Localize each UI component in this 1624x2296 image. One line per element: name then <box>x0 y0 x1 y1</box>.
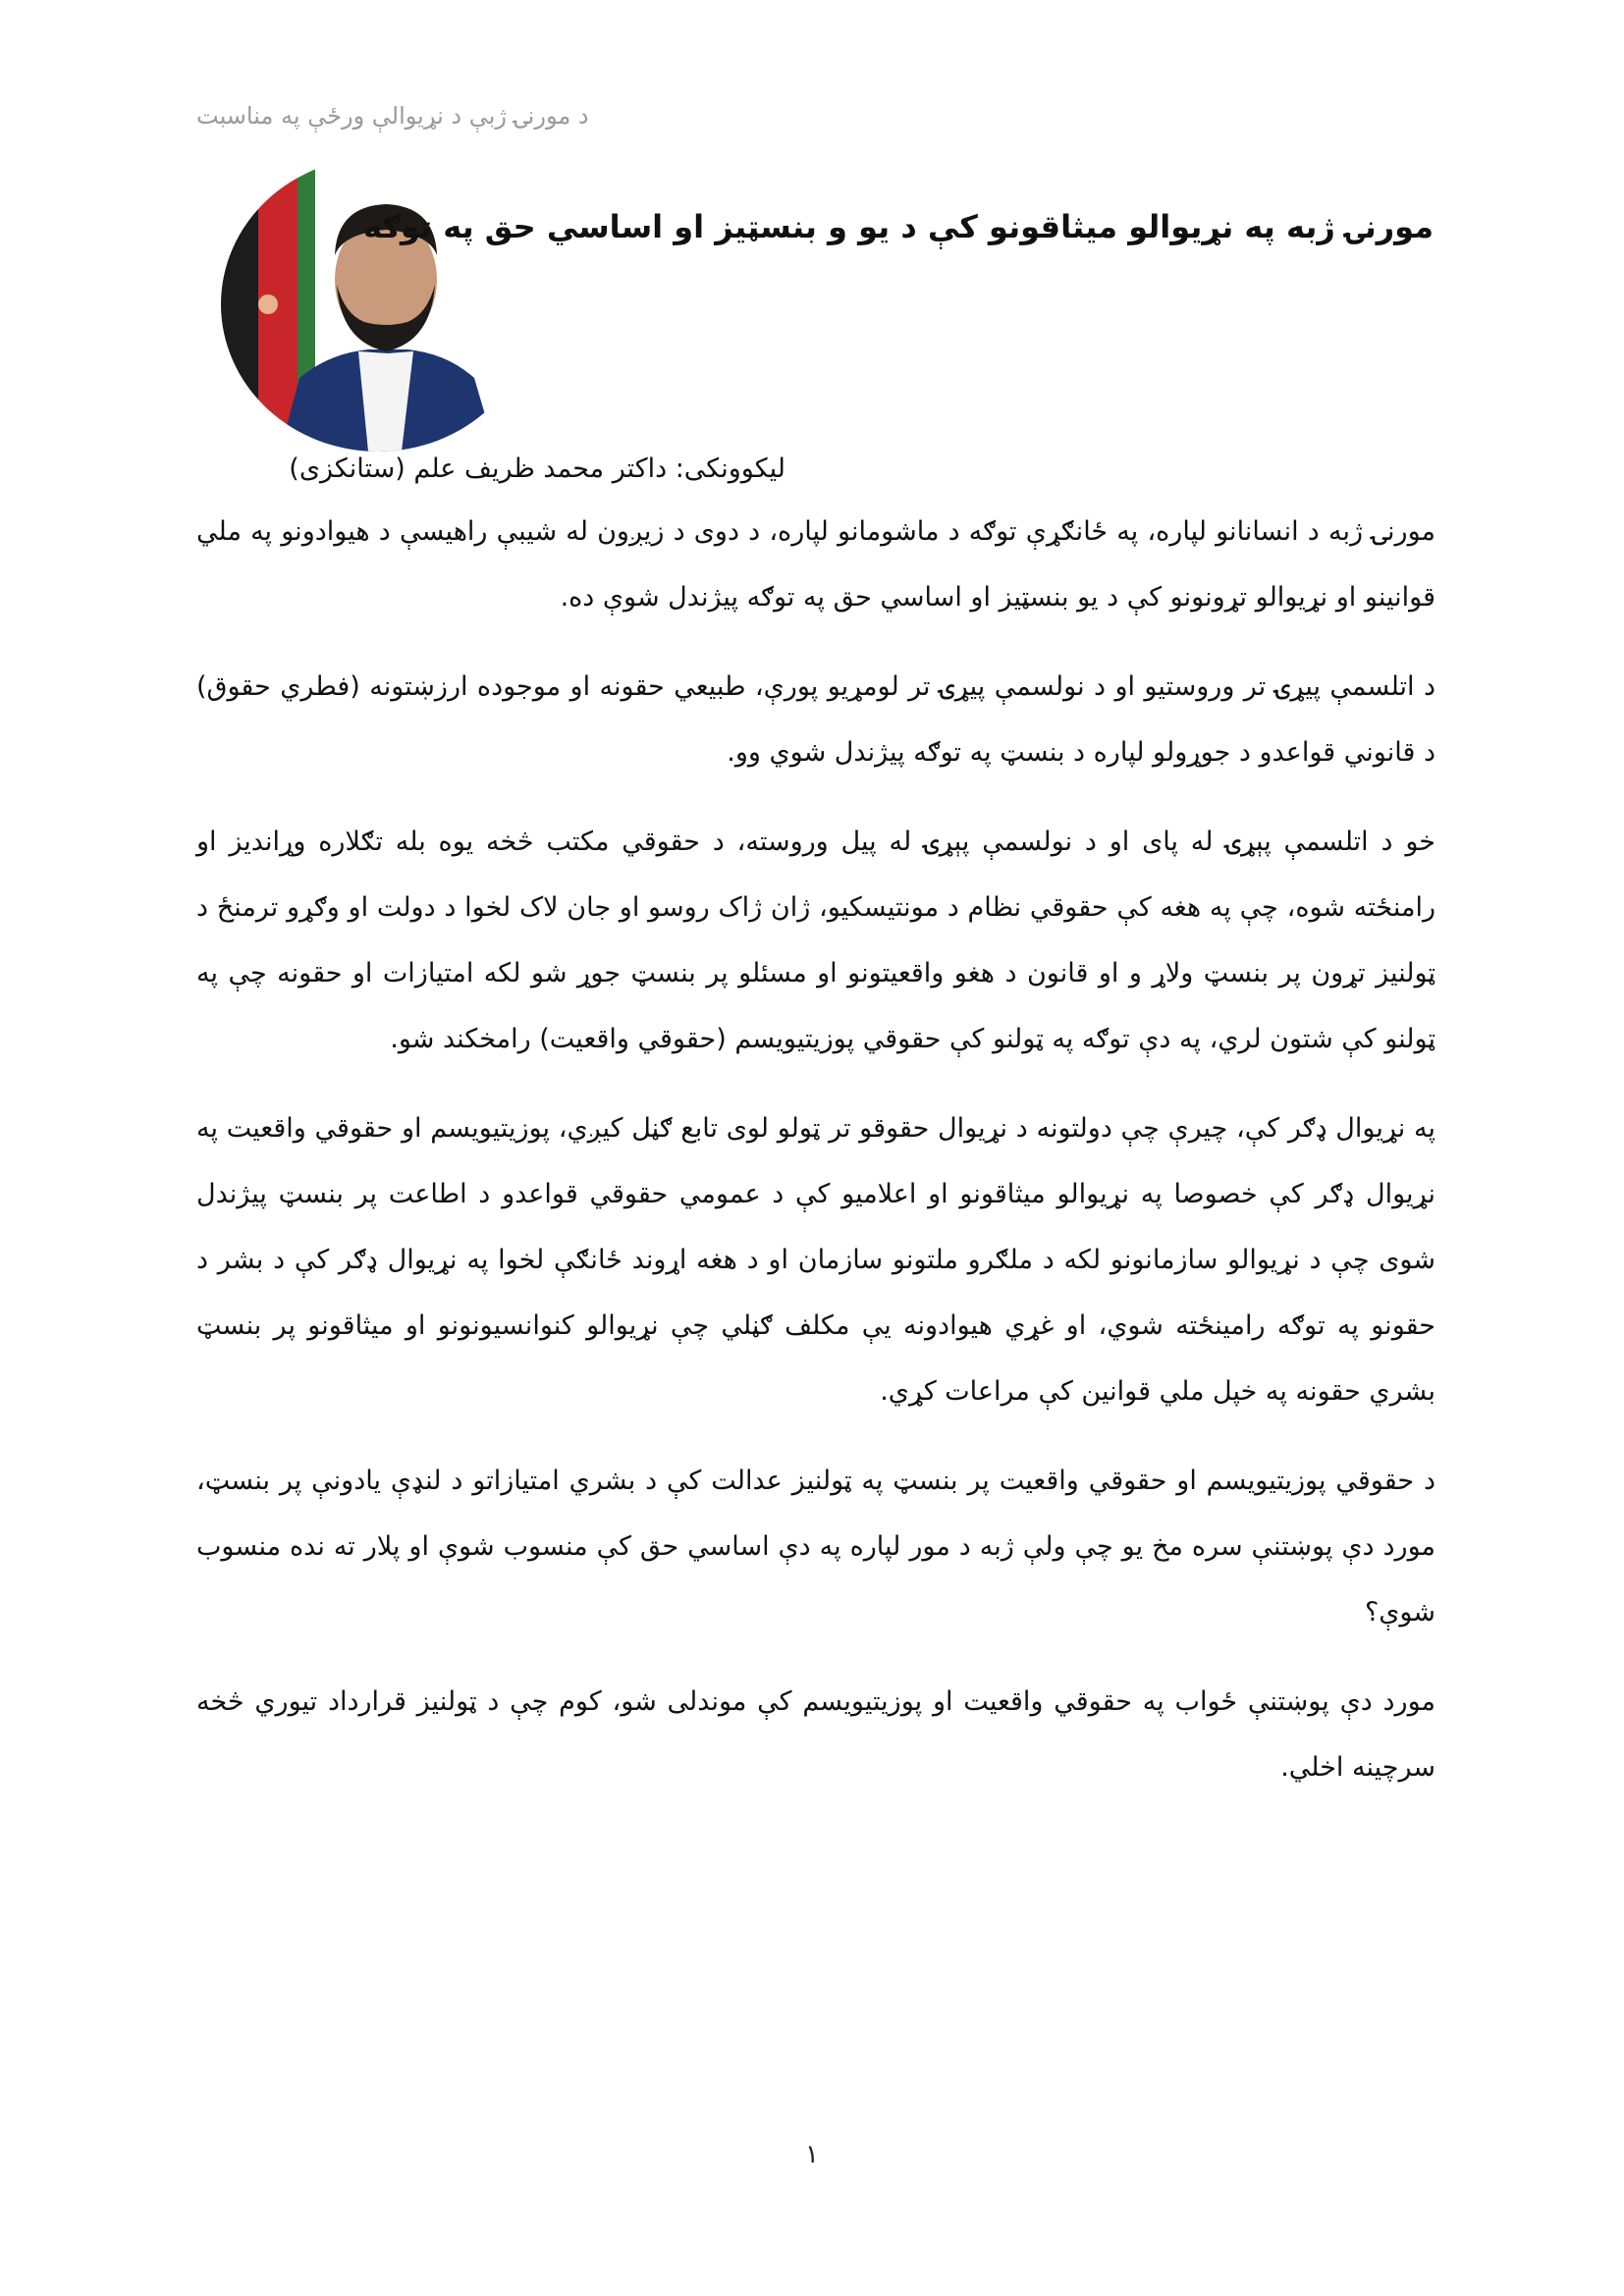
author-portrait <box>221 157 535 452</box>
article-body <box>196 499 1435 1824</box>
page-number: ۱ <box>805 2140 819 2169</box>
paragraph-4: په نړیوال ډګر کې، چیرې چې دولتونه د نړیوال حقوقو تر ټولو لوی تابع ګڼل کیږي، پوزیتیویسم او حقوقي واقعیت په نړیوال ډګر کې خصوصا په نړیوالو میثاقونو او اعلامیو کې د عمومي حقوقي قواعدو د اطاعت پر بنسټ پیژندل شوی چې د نړیوالو سازمانونو لکه د ملګرو ملتونو سازمان او د هغه اړوند ځانګې لخوا په نړیوال ډګر کې د بشر د حقونو په توګه رامینځته شوي، او غړي هیوادونه یې مکلف ګڼلي چې نړیوالو کنوانسیونونو او میثاقونو پر بنسټ بشري حقونه په خپل ملي قوانین کې مراعات کړي. <box>196 1113 1435 1407</box>
paragraph-2: د اتلسمې پیړۍ تر وروستیو او د نولسمې پیړۍ تر لومړیو پورې، طبیعي حقونه او موجوده ارزښتونه (فطري حقوق) د قانوني قواعدو د جوړولو لپاره د بنسټ په توګه پیژندل شوي وو. <box>196 671 1435 768</box>
paragraph-6: مورد دې پوښتنې ځواب په حقوقي واقعیت او پوزیتیویسم کې موندلی شو، کوم چې د ټولنیز قرارداد تیوري څخه سرچینه اخلي. <box>196 1686 1435 1783</box>
article-title: مورنۍ ژبه په نړیوالو میثاقونو کې د یو و بنسټیز او اساسي حق په توګه <box>362 208 1434 245</box>
author-photo-icon <box>221 157 535 452</box>
paragraph-1: مورنۍ ژبه د انسانانو لپاره، په ځانګړې توګه د ماشومانو لپاره، د دوی د زیږون له شیبې راهیسې د هیوادونو په ملي قوانینو او نړیوالو تړونونو کې د یو بنسټیز او اساسي حق په توګه پیژندل شوې ده. <box>196 516 1435 613</box>
author-byline: لیکوونکی: داکتر محمد ظریف علم (ستانکزی) <box>289 454 785 484</box>
running-header: د مورنۍ ژبې د نړیوالې ورځې په مناسبت <box>196 102 589 130</box>
flag-black-stripe <box>221 157 258 452</box>
paragraph-3: خو د اتلسمې پېړۍ له پای او د نولسمې پېړۍ له پیل وروسته، د حقوقي مکتب څخه یوه بله تګلاره وړاندیز او رامنځته شوه، چې په هغه کې حقوقي نظام د مونتیسکیو، ژان ژاک روسو او جان لاک لخوا د دولت او وګړو ترمنځ د ټولنیز تړون پر بنسټ ولاړ و او قانون د هغو واقعیتونو او مسئلو پر بنسټ جوړ شو لکه امتیازات او حقونه چې په ټولنو کې شتون لري، په دې توګه په ټولنو کې حقوقي پوزیتیویسم (حقوقي واقعیت) رامخکند شو. <box>196 827 1435 1054</box>
paragraph-5: د حقوقي پوزیتیویسم او حقوقي واقعیت پر بنسټ په ټولنیز عدالت کې د بشري امتیازاتو د لنډې یادونې پر بنسټ، مورد دې پوښتنې سره مخ یو چې ولې ژبه د مور لپاره په دې اساسي حق کې منسوب شوې او پلار ته نده منسوب شوې؟ <box>196 1466 1435 1628</box>
